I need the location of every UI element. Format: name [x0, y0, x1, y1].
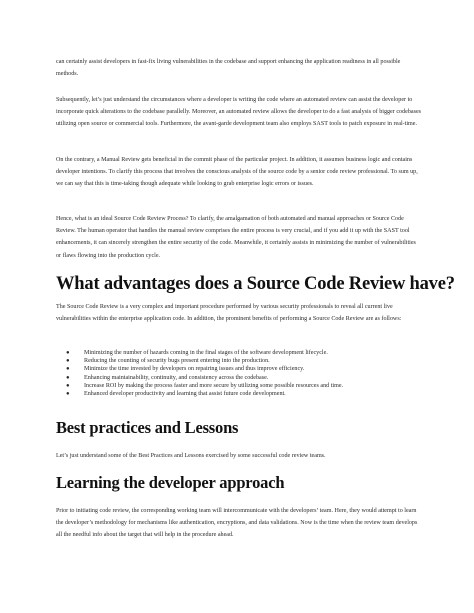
list-item-text: Minimize the time invested by developers on repairing issues and thus improve efficiency. [84, 366, 305, 373]
list-item-text: Enhanced developer productivity and learning that assist future code development. [84, 391, 286, 398]
paragraph-best-practices: Let’s just understand some of the Best Practices and Lessons exercised by some successful code review teams. [56, 453, 326, 459]
list-item-text: Increase ROI by making the process faster and more secure by utilizing some possible resources and time. [84, 382, 344, 389]
bullet-icon: ● [66, 350, 70, 356]
list-item [64, 349, 422, 357]
bullet-icon: ● [66, 374, 70, 381]
paragraph-advantages-intro: The Source Code Review is a very complex and important procedure performed by various security professionals to reveal all current live vulnerabilities within the enterprise application code. In addition, the prominent benefits of performing a Source Code Review are as follows: [56, 304, 402, 323]
list-item [64, 390, 422, 398]
paragraph-intro-continuation: can certainly assist developers in fast-fix living vulnerabilities in the codebase and support enhancing the application readiness in all possible methods. [56, 59, 401, 78]
bullet-icon: ● [66, 391, 70, 398]
list-item [64, 374, 422, 382]
list-item-text: Reducing the counting of security bugs present entering into the production. [84, 358, 270, 365]
bullet-icon: ● [66, 366, 70, 373]
paragraph-ideal-process: Hence, what is an ideal Source Code Review Process? To clarify, the amalgamation of both automated and manual approaches or Source Code Review. The human operator that handles the manual review comprises the entire process is very crucial, and if you add it up with the SAST tool enhancements, it can sincerely strengthen the entire security of the code. Meanwhile, it certainly assists in minimizing the number of vulnerabilities or flaws flowing into the production cycle. [56, 216, 416, 259]
paragraph-manual-review: On the contrary, a Manual Review gets beneficial in the commit phase of the particular project. In addition, it assumes business logic and contains developer intentions. To clarify this process that involves the conscious analysis of the source code by a senior code review professional. To sum up, we can say that this is time-taking though adequate while looking to grab enterprise logic errors or issues. [56, 157, 418, 188]
heading-learning-developer-approach: Learning the developer approach [56, 473, 285, 492]
list-item [64, 382, 422, 390]
bullet-icon: ● [66, 382, 70, 389]
list-item [64, 357, 422, 365]
list-item-text: Enhancing maintainability, continuity, and consistency across the codebase. [84, 374, 269, 381]
heading-advantages: What advantages does a Source Code Review have? [56, 274, 455, 294]
list-item-text: Minimizing the number of hazards coming in the final stages of the software development lifecycle. [84, 350, 328, 356]
heading-best-practices: Best practices and Lessons [56, 418, 239, 437]
list-item [64, 365, 422, 373]
bullet-icon: ● [66, 358, 70, 365]
paragraph-automated-review: Subsequently, let’s just understand the circumstances where a developer is writing the code where an automated review can assist the developer to incorporate quick alterations to the codebase parallelly. Moreover, an automated review allows the developer to do a fast analysis of bigger codebases utilizing open source or commercial tools. Furthermore, the avant-garde development team also employs SAST tools to patch exposure in real-time. [56, 97, 422, 128]
paragraph-learning-developer-approach: Prior to initiating code review, the corresponding working team will intercommunicate with the developers’ team. Here, they would attempt to learn the developer’s methodology for mechanisms like authentication, encryptions, and data validations. Now is the time when the review team develops all the needful info about the target that will help in the procedure ahead. [56, 508, 418, 539]
benefits-list [64, 349, 422, 398]
